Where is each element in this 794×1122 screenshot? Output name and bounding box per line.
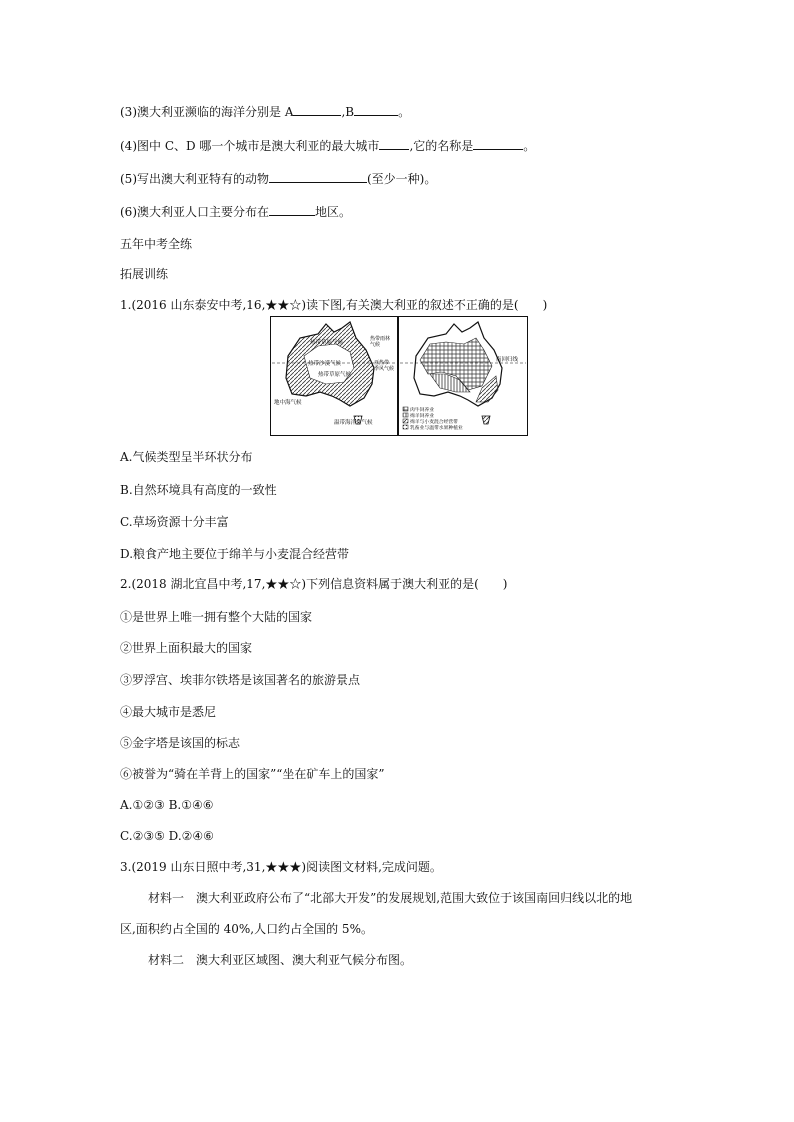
legend-swatch-1 (403, 407, 408, 411)
answer-blank-b[interactable] (354, 103, 398, 116)
label-left-0: 热带草原气候 (310, 340, 344, 346)
label-left-1: 热带沙漠气候 (308, 361, 342, 367)
legend-swatch-2 (403, 413, 408, 417)
tropic-label: 南回归线 (496, 357, 519, 363)
label-left-5: 地中海气候 (274, 400, 302, 406)
label-left-4: 亚热带 (374, 360, 390, 366)
question-3-stem: 3.(2019 山东日照中考,31,★★★)阅读图文材料,完成问题。 (120, 860, 442, 874)
legend-swatch-3 (403, 419, 408, 423)
q3-mid: ,B (341, 105, 355, 119)
q2-item-2: ②世界上面积最大的国家 (120, 641, 253, 655)
q2-item-3: ③罗浮宫、埃菲尔铁塔是该国著名的旅游景点 (120, 673, 361, 687)
q2-item-6: ⑥被誉为“骑在羊背上的国家”“坐在矿车上的国家” (120, 767, 385, 781)
answer-blank-animal[interactable] (269, 170, 367, 183)
legend-swatch-4 (403, 425, 408, 429)
q4-mid: ,它的名称是 (409, 139, 474, 153)
q2-options-row-1[interactable]: A.①②③ B.①④⑥ (120, 798, 214, 812)
label-left-4b: 季风气候 (374, 366, 395, 372)
q3-prefix: (3)澳大利亚濒临的海洋分别是 A (120, 105, 294, 119)
answer-blank-name[interactable] (473, 137, 523, 150)
q1-option-c[interactable]: C.草场资源十分丰富 (120, 515, 229, 529)
answer-blank-a[interactable] (293, 103, 341, 116)
material-1-line-2: 区,面积约占全国的 40%,人口约占全国的 5%。 (120, 922, 373, 936)
australia-maps-figure (270, 316, 528, 436)
label-left-3b: 气候 (370, 342, 381, 348)
label-left-2: 热带草原气候 (318, 372, 352, 378)
q6-end: 地区。 (315, 205, 352, 219)
answer-blank-region[interactable] (269, 203, 315, 216)
section-heading-2: 拓展训练 (120, 267, 169, 281)
legend-3: 绵羊与小麦混合经营带 (410, 420, 458, 425)
question-4-line (120, 137, 535, 154)
label-left-6: 温带海洋性气候 (334, 420, 373, 426)
q5-prefix: (5)写出澳大利亚特有的动物 (120, 172, 269, 186)
question-2-stem: 2.(2018 湖北宜昌中考,17,★★☆)下列信息资料属于澳大利亚的是( ) (120, 577, 508, 591)
q5-end: (至少一种)。 (367, 172, 437, 186)
q1-option-d[interactable]: D.粮食产地主要位于绵羊与小麦混合经营带 (120, 547, 350, 561)
material-2: 材料二 澳大利亚区域图、澳大利亚气候分布图。 (148, 953, 413, 967)
q4-prefix: (4)图中 C、D 哪一个城市是澳大利亚的最大城市 (120, 139, 380, 153)
question-1-stem: 1.(2016 山东泰安中考,16,★★☆)读下图,有关澳大利亚的叙述不正确的是( ) (120, 298, 548, 312)
q2-item-4: ④最大城市是悉尼 (120, 705, 217, 719)
q2-options-row-2[interactable]: C.②③⑤ D.②④⑥ (120, 829, 214, 843)
q6-prefix: (6)澳大利亚人口主要分布在 (120, 205, 269, 219)
material-1-line-1: 材料一 澳大利亚政府公布了“北部大开发”的发展规划,范围大致位于该国南回归线以北的地 (148, 891, 633, 905)
q2-item-1: ①是世界上唯一拥有整个大陆的国家 (120, 610, 313, 624)
label-left-3: 热带雨林 (370, 336, 391, 342)
q4-end: 。 (523, 139, 536, 153)
q1-option-b[interactable]: B.自然环境具有高度的一致性 (120, 483, 277, 497)
q2-item-5: ⑤金字塔是该国的标志 (120, 736, 241, 750)
legend-1: 肉牛饲养业 (410, 408, 434, 413)
question-3-line (120, 103, 410, 120)
question-6-line (120, 203, 351, 220)
section-heading-1: 五年中考全练 (120, 237, 193, 251)
legend-4: 乳畜业与温带水果种植业 (410, 426, 463, 431)
answer-blank-city[interactable] (379, 137, 409, 150)
q1-option-a[interactable]: A.气候类型呈半环状分布 (120, 450, 253, 464)
question-5-line (120, 170, 436, 187)
legend-2: 绵羊饲养业 (410, 414, 434, 419)
q3-end: 。 (398, 105, 411, 119)
